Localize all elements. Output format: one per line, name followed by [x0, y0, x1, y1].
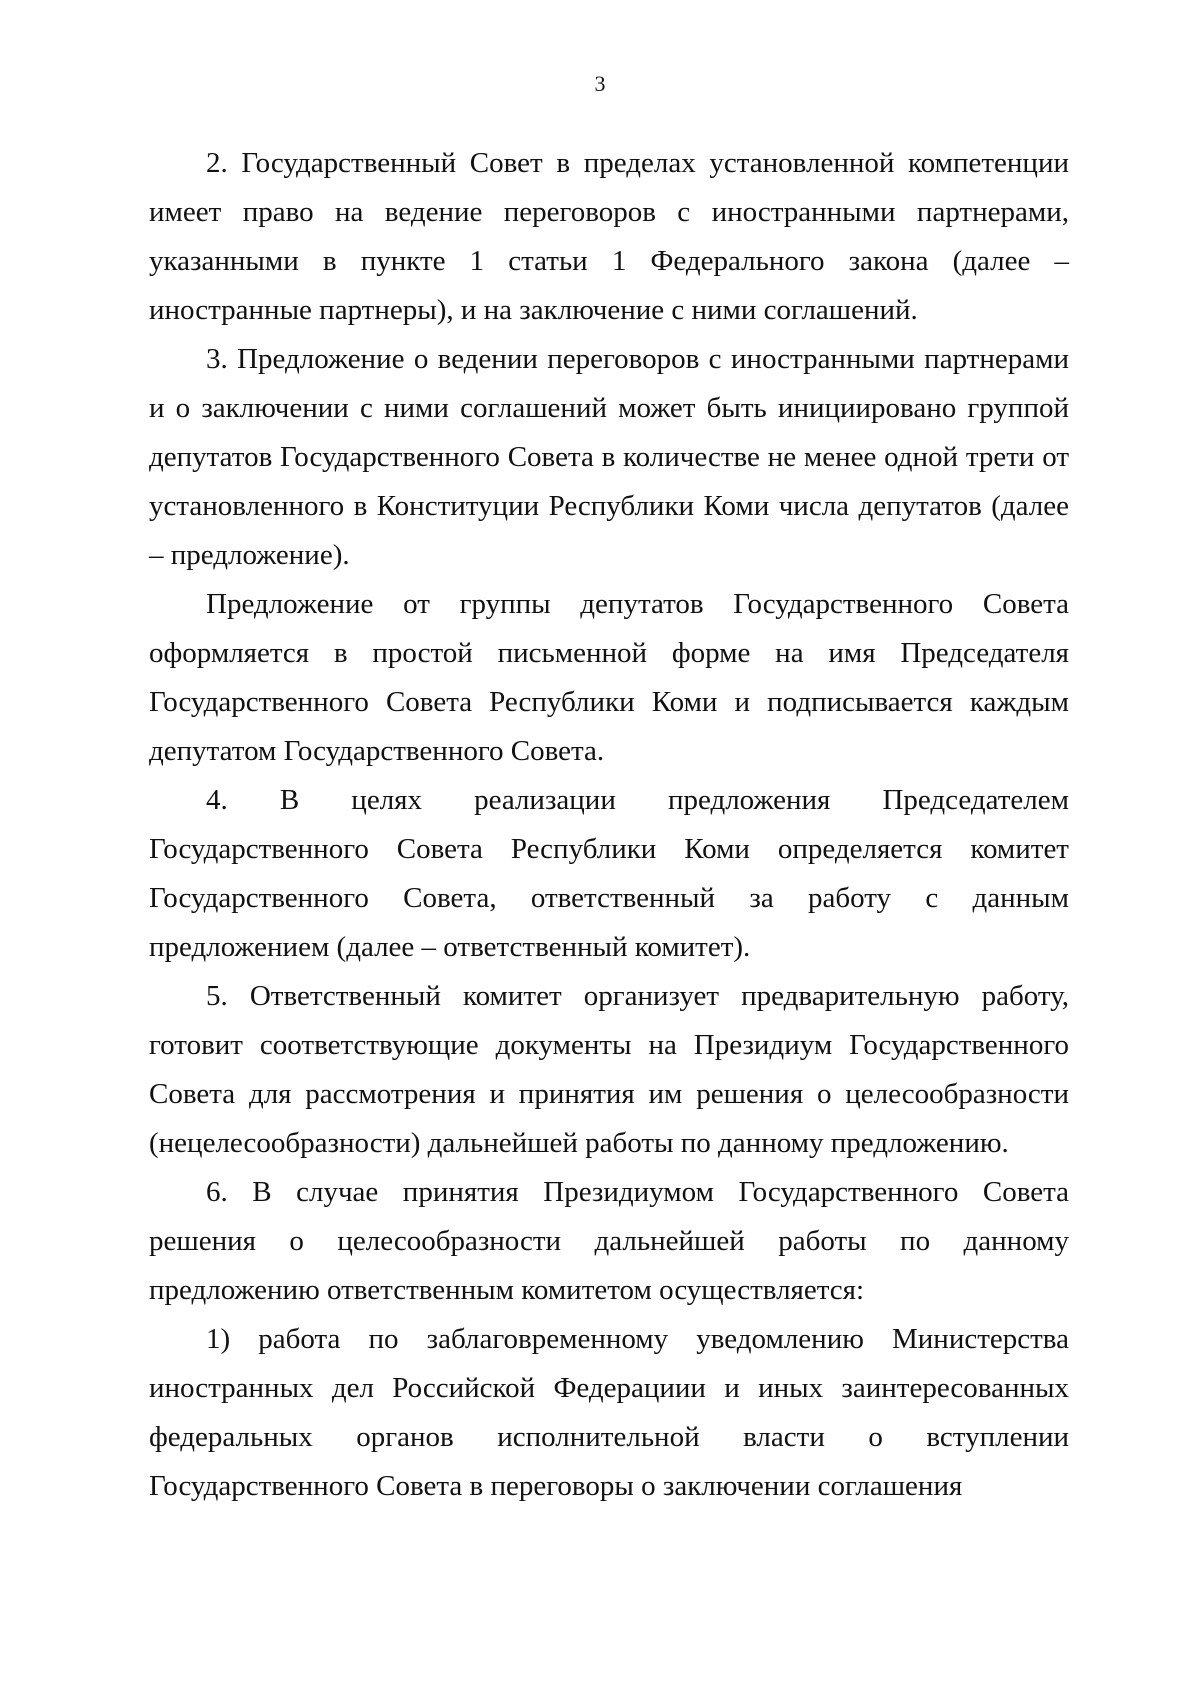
paragraph-item-5: 5. Ответственный комитет организует предварительную работу, готовит соответствующие документы на Президиум Государственного Совета для рассмотрения и принятия им решения о целесообразности (нецелесообразности) дальнейшей работы по данному предложению. [149, 980, 1069, 1159]
paragraph-item-2: 2. Государственный Совет в пределах установленной компетенции имеет право на ведение переговоров с иностранными партнерами, указанными в пункте 1 статьи 1 Федерального закона (далее – иностранные партнеры), и на заключение с ними соглашений. [149, 147, 1069, 326]
document-body [149, 139, 1069, 1511]
paragraph-item-6: 6. В случае принятия Президиумом Государственного Совета решения о целесообразности дальнейшей работы по данному предложению ответственным комитетом осуществляется: [149, 1176, 1069, 1306]
paragraph-subitem-1: 1) работа по заблаговременному уведомлению Министерства иностранных дел Российской Федерациии и иных заинтересованных федеральных органов исполнительной власти о вступлении Государственного Совета в переговоры о заключении соглашения [149, 1323, 1069, 1502]
paragraph-proposal-form: Предложение от группы депутатов Государственного Совета оформляется в простой письменной форме на имя Председателя Государственного Совета Республики Коми и подписывается каждым депутатом Государственного Совета. [149, 588, 1069, 767]
paragraph-item-4: 4. В целях реализации предложения Председателем Государственного Совета Республики Коми определяется комитет Государственного Совета, ответственный за работу с данным предложением (далее – ответственный комитет). [149, 784, 1069, 963]
page-number: 3 [594, 71, 606, 96]
paragraph-item-3: 3. Предложение о ведении переговоров с иностранными партнерами и о заключении с ними соглашений может быть инициировано группой депутатов Государственного Совета в количестве не менее одной трети от установленного в Конституции Республики Коми числа депутатов (далее – предложение). [149, 343, 1069, 571]
